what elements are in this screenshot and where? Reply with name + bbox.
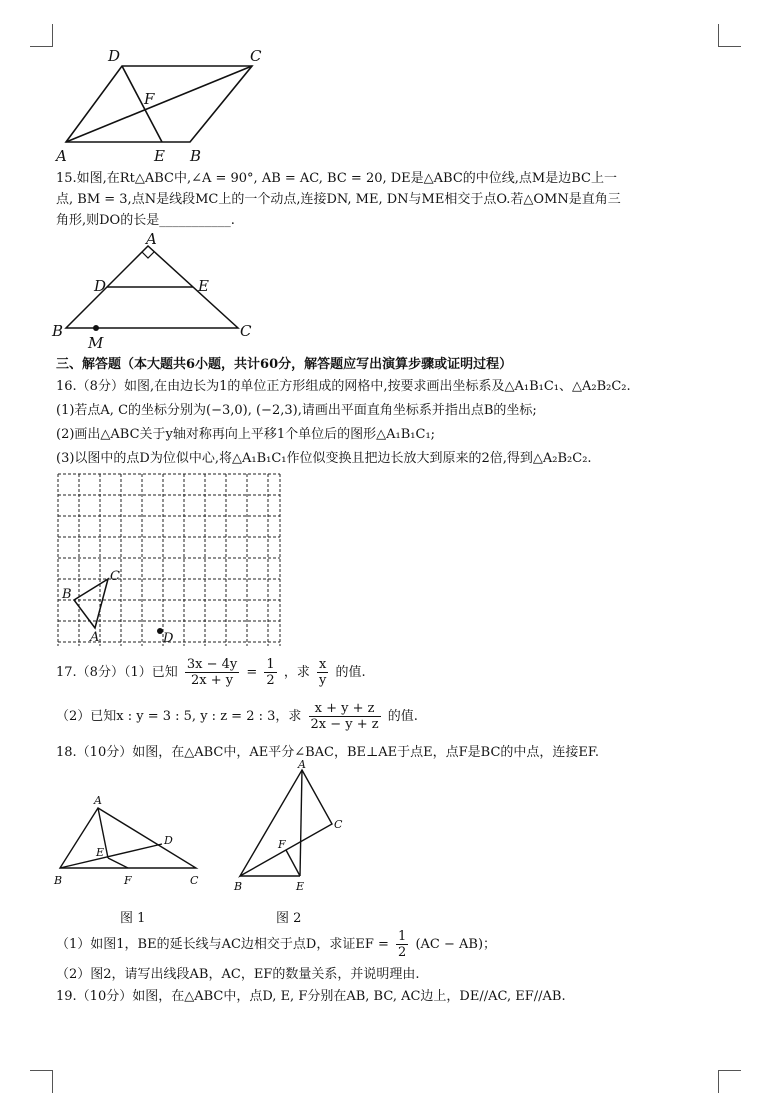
fig2-label-f: F bbox=[278, 838, 286, 851]
label-b: B bbox=[52, 322, 64, 340]
q17-frac2 bbox=[264, 657, 276, 688]
fig2-label-c: C bbox=[334, 818, 343, 831]
q18-line1: 18.（10分）如图，在△ABC中，AE平分∠BAC，BE⊥AE于点E，点F是BC的中点，连接EF. bbox=[56, 745, 600, 760]
label-b: B bbox=[190, 147, 202, 165]
q18-half-den: 2 bbox=[398, 945, 407, 960]
q17-frac1 bbox=[185, 657, 239, 688]
label-e: E bbox=[154, 147, 165, 165]
label-d: D bbox=[108, 47, 121, 65]
segment-ae-fig2 bbox=[300, 770, 302, 876]
segment-de bbox=[122, 66, 162, 142]
q17-part2-prefix: （2）已知x : y = 3 : 5, y : z = 2 : 3，求 bbox=[56, 709, 302, 724]
q18-part2: （2）图2，请写出线段AB，AC，EF的数量关系，并说明理由. bbox=[56, 967, 420, 982]
q18-half-num: 1 bbox=[398, 929, 407, 944]
label-m: M bbox=[88, 334, 104, 350]
q18-part1-suffix: (AC − AB)； bbox=[415, 937, 497, 952]
q18-part1 bbox=[56, 928, 496, 962]
q18-half-frac bbox=[396, 929, 408, 960]
triangle-abc-fig2 bbox=[240, 770, 332, 876]
q16-grid-figure bbox=[50, 470, 286, 650]
grid-label-a: A bbox=[90, 630, 100, 645]
segment-ef-fig2 bbox=[286, 850, 300, 876]
crop-mark-top-right bbox=[718, 24, 741, 47]
segment-ef bbox=[108, 858, 128, 868]
q17-part2-suffix: 的值. bbox=[387, 709, 418, 724]
triangle-abc-fig1 bbox=[60, 808, 196, 868]
label-a: A bbox=[146, 232, 157, 248]
crop-mark-bottom-left bbox=[30, 1070, 53, 1093]
q17-part2 bbox=[56, 700, 418, 734]
fig1-label-d: D bbox=[164, 834, 173, 847]
q18-part1-prefix: （1）如图1，BE的延长线与AC边相交于点D，求证EF = bbox=[56, 937, 389, 952]
q19-line1: 19.（10分）如图，在△ABC中，点D, E, F分别在AB, BC, AC边上，DE//AC, EF//AB. bbox=[56, 989, 566, 1004]
label-a: A bbox=[56, 147, 67, 165]
q16-line3: (2)画出△ABC关于y轴对称再向上平移1个单位后的图形△A₁B₁C₁; bbox=[56, 427, 436, 442]
dashed-grid bbox=[58, 474, 280, 646]
label-e: E bbox=[198, 277, 209, 295]
q18-figure-2 bbox=[228, 758, 358, 932]
q17-frac3-num: x bbox=[317, 657, 328, 673]
q18-figure-1 bbox=[50, 762, 220, 932]
q17-frac4-den: 2x − y + z bbox=[310, 717, 379, 732]
right-angle-mark bbox=[142, 252, 154, 258]
section-3-header: 三、解答题（本大题共6小题，共计60分，解答题应写出演算步骤或证明过程） bbox=[56, 357, 513, 372]
q16-line4: (3)以图中的点D为位似中心,将△A₁B₁C₁作位似变换且把边长放大到原来的2倍,得到△A₂B₂C₂. bbox=[56, 451, 592, 466]
fig1-caption: 图 1 bbox=[120, 911, 146, 926]
fig2-label-b: B bbox=[234, 880, 243, 893]
q17-frac3 bbox=[317, 657, 328, 688]
fig2-label-a: A bbox=[298, 758, 306, 771]
q15-triangle-figure bbox=[50, 232, 260, 350]
q17-equals: = bbox=[246, 665, 258, 680]
fig1-label-b: B bbox=[54, 874, 63, 887]
fig2-caption: 图 2 bbox=[276, 911, 302, 926]
q17-frac2-num: 1 bbox=[266, 657, 275, 672]
parallelogram-figure bbox=[50, 44, 280, 166]
q17-frac4-num: x + y + z bbox=[309, 701, 381, 717]
grid-label-c: C bbox=[110, 569, 120, 584]
fig1-label-a: A bbox=[94, 794, 102, 807]
q17-part1-mid: ，求 bbox=[283, 665, 310, 680]
fig1-label-e: E bbox=[96, 846, 105, 859]
q15-line1: 15.如图,在Rt△ABC中,∠A = 90°, AB = AC, BC = 20, DE是△ABC的中位线,点M是边BC上一 bbox=[56, 171, 617, 186]
fig1-label-c: C bbox=[190, 874, 199, 887]
q16-line2: (1)若点A, C的坐标分别为(−3,0), (−2,3),请画出平面直角坐标系并指出点B的坐标; bbox=[56, 403, 537, 418]
q17-frac3-den: y bbox=[319, 673, 327, 688]
point-m bbox=[93, 325, 99, 331]
label-d: D bbox=[94, 277, 107, 295]
grid-label-b: B bbox=[62, 587, 72, 602]
q17-part1 bbox=[56, 656, 366, 690]
label-f: F bbox=[144, 90, 155, 108]
q16-line1: 16.（8分）如图,在由边长为1的单位正方形组成的网格中,按要求画出坐标系及△A₁B₁C₁、△A₂B₂C₂. bbox=[56, 379, 631, 394]
q15-line2: 点, BM = 3,点N是线段MC上的一个动点,连接DN, ME, DN与ME相交于点O.若△OMN是直角三 bbox=[56, 192, 621, 207]
q17-part1-suffix: 的值. bbox=[335, 665, 366, 680]
q17-part1-prefix: 17.（8分）（1）已知 bbox=[56, 665, 178, 680]
q15-line3: 角形,则DO的长是___________. bbox=[56, 213, 235, 228]
label-c: C bbox=[250, 47, 262, 65]
crop-mark-bottom-right bbox=[718, 1070, 741, 1093]
fig2-label-e: E bbox=[296, 880, 305, 893]
q17-frac1-num: 3x − 4y bbox=[186, 657, 238, 672]
grid-label-d: D bbox=[163, 631, 174, 646]
label-c: C bbox=[240, 322, 252, 340]
q17-frac1-den: 2x + y bbox=[190, 673, 234, 688]
q17-frac2-den: 2 bbox=[266, 673, 275, 688]
q17-frac4 bbox=[309, 701, 381, 732]
segment-bd bbox=[60, 844, 162, 868]
fig1-label-f: F bbox=[124, 874, 132, 887]
